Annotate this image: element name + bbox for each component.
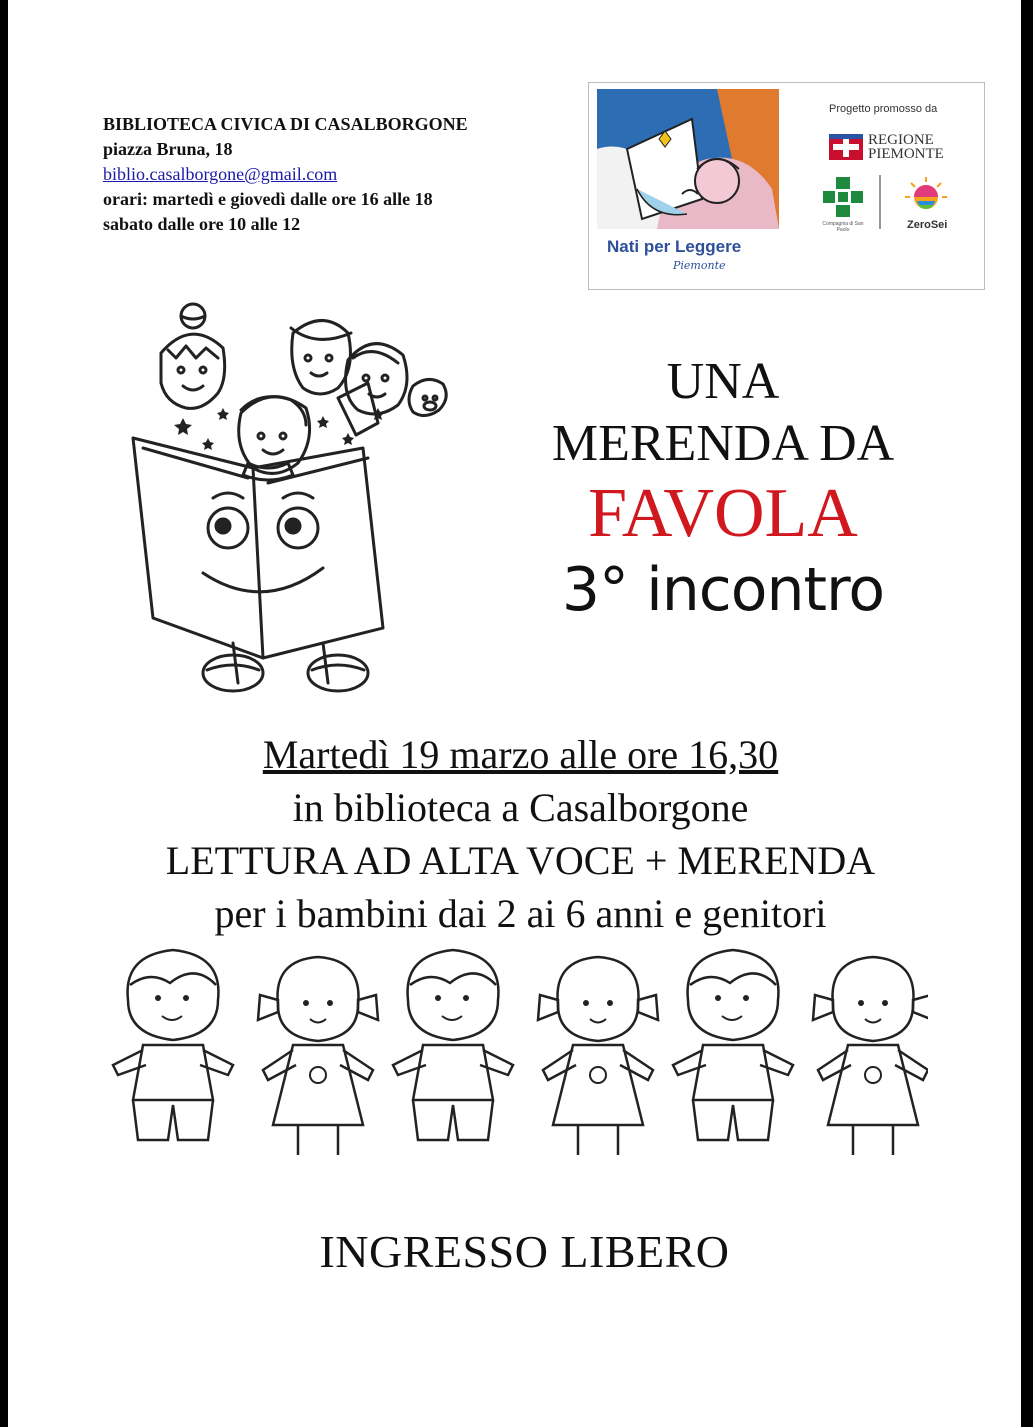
library-hours-saturday: sabato dalle ore 10 alle 12 bbox=[103, 214, 301, 234]
boy-figure-2 bbox=[393, 950, 513, 1140]
regione-shield-icon bbox=[829, 134, 863, 160]
title-line-una: UNA bbox=[666, 353, 780, 410]
boy-figure-3 bbox=[673, 950, 793, 1140]
npl-title: Nati per Leggere bbox=[607, 237, 742, 256]
boy-figure-1 bbox=[113, 950, 233, 1140]
nati-per-leggere-logo bbox=[597, 89, 779, 275]
sponsor-divider bbox=[879, 175, 881, 229]
regione-piemonte-logo bbox=[829, 133, 944, 161]
children-row-illustration bbox=[108, 930, 928, 1160]
zerosei-label: ZeroSei bbox=[907, 219, 948, 231]
library-info bbox=[103, 112, 468, 237]
girl-figure-1 bbox=[258, 957, 378, 1155]
regione-line1: REGIONE bbox=[868, 132, 934, 148]
event-location: in biblioteca a Casalborgone bbox=[292, 785, 749, 830]
regione-line2: PIEMONTE bbox=[868, 146, 944, 162]
storybook-character-illustration bbox=[123, 298, 493, 698]
library-name: BIBLIOTECA CIVICA DI CASALBORGONE bbox=[103, 114, 468, 134]
event-audience: per i bambini dai 2 ai 6 anni e genitori bbox=[214, 891, 827, 936]
girl-figure-3 bbox=[813, 957, 928, 1155]
sponsor-row bbox=[821, 175, 971, 235]
flyer-page bbox=[8, 0, 1021, 1427]
library-hours-weekday: orari: martedì e giovedì dalle ore 16 alle 18 bbox=[103, 189, 433, 209]
event-datetime: Martedì 19 marzo alle ore 16,30 bbox=[262, 732, 779, 777]
promoted-by-label: Progetto promosso da bbox=[829, 103, 938, 115]
girl-figure-2 bbox=[538, 957, 658, 1155]
library-email-link[interactable]: biblio.casalborgone@gmail.com bbox=[103, 164, 338, 184]
zerosei-sun-icon bbox=[903, 175, 949, 215]
compagnia-label: Compagnia di San Paolo bbox=[822, 221, 864, 233]
npl-subtitle: Piemonte bbox=[673, 259, 726, 272]
title-line-favola: FAVOLA bbox=[588, 475, 858, 552]
event-activity: LETTURA AD ALTA VOCE + MERENDA bbox=[165, 838, 876, 883]
free-entry-notice: INGRESSO LIBERO bbox=[319, 1226, 730, 1277]
event-details bbox=[8, 728, 1021, 940]
sponsor-logo-box bbox=[588, 82, 985, 290]
title-line-incontro: 3° incontro bbox=[561, 555, 885, 625]
event-title bbox=[478, 352, 968, 624]
library-address: piazza Bruna, 18 bbox=[103, 139, 233, 159]
title-line-merenda: MERENDA DA bbox=[551, 415, 895, 472]
compagnia-cross-icon bbox=[821, 175, 865, 219]
